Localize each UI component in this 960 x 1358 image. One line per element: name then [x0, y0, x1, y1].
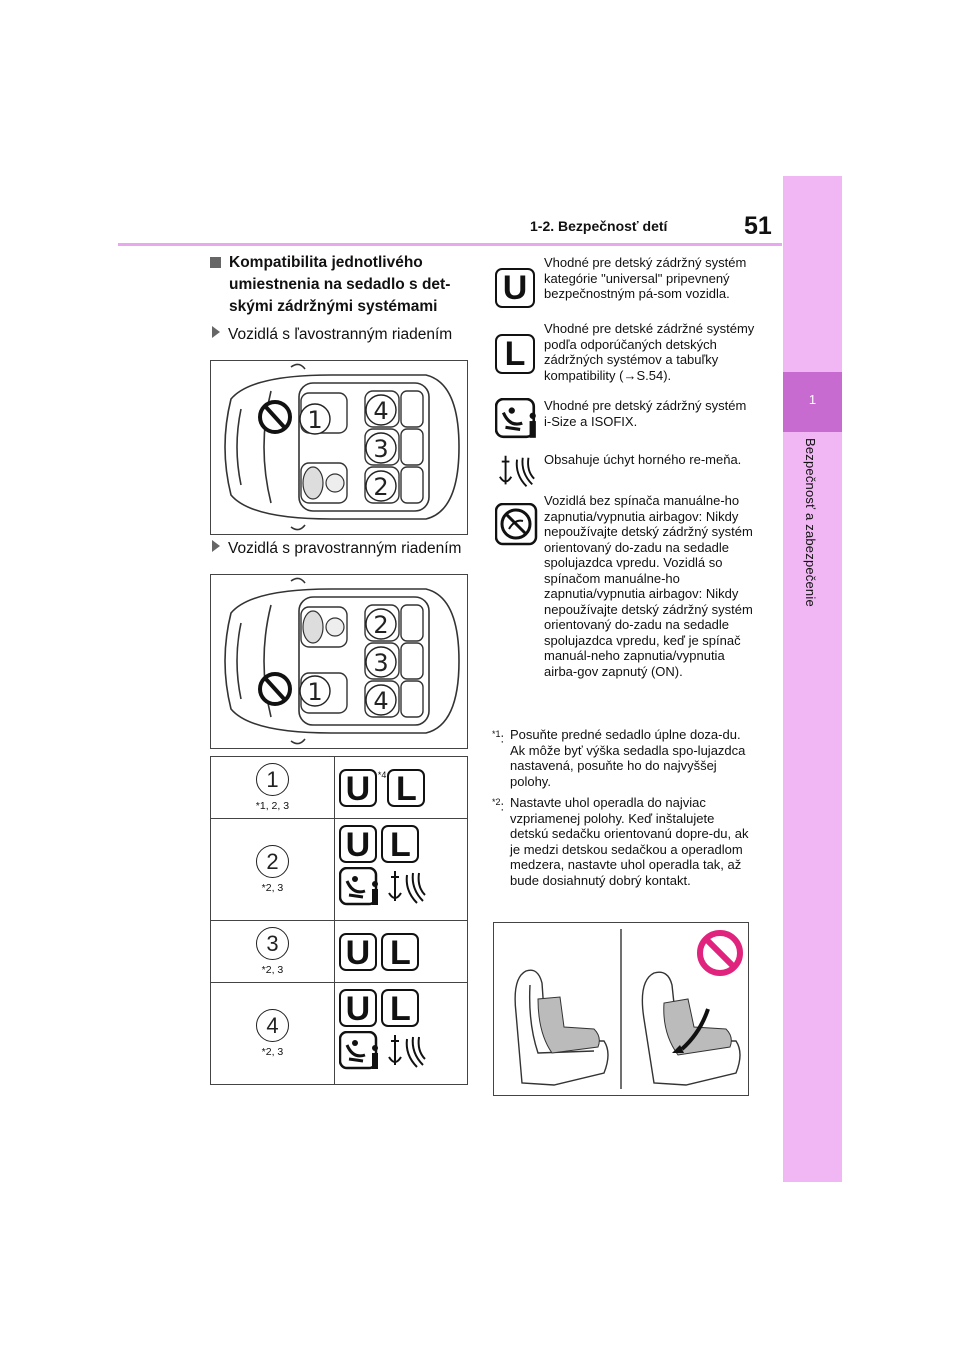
- heading-square-icon: [210, 257, 221, 268]
- seat-cell: [211, 921, 335, 983]
- right-drive-subheading: Vozidlá s pravostranným riadením: [212, 540, 461, 558]
- lhd-seat-1: 1: [307, 406, 323, 434]
- footnote-2: $^{*2}$: Nastavte uhol operadla do najviac vzpriamenej polohy. Keď inštalujete detskú sedačku orientovanú dopre-du, ak je medzi detskou sedačkou a operadlom medzera, nastavte uhol operadla tak, až bude dosiahnutý dobrý kontakt.: [492, 795, 749, 888]
- legend-universal: U Vhodné pre detský zádržný systém kategórie "universal" pripevnený bezpečnostným pá-som vozidla.: [495, 255, 755, 321]
- symbol-cell: [334, 819, 467, 921]
- backrest-angle-svg: [494, 923, 748, 1095]
- lhd-seat-4: 4: [373, 397, 389, 425]
- universal-u-icon: U: [339, 933, 377, 971]
- isize-isofix-icon: [339, 867, 381, 909]
- isize-isofix-icon: [495, 398, 539, 442]
- table-row: [211, 983, 468, 1085]
- seat-cell: [211, 983, 335, 1085]
- table-row: [211, 757, 468, 819]
- recommended-l-icon: L: [381, 933, 419, 971]
- seat-number-circle: 4: [256, 1009, 289, 1042]
- section-title: 1-2. Bezpečnosť detí: [530, 218, 668, 234]
- triangle-bullet-icon: [212, 326, 220, 338]
- rhd-seat-2: 2: [373, 611, 389, 639]
- seat-number-circle: 2: [256, 845, 289, 878]
- footnote-4-mark: *4: [377, 769, 387, 780]
- lhd-car-diagram: [210, 360, 468, 535]
- symbol-cell: [334, 757, 467, 819]
- symbol-cell: [334, 921, 467, 983]
- section-heading: Kompatibilita jednotlivého umiestnenia na sedadlo s det-skými zádržnými systémami: [212, 252, 482, 318]
- seat-note: *2, 3: [261, 964, 284, 976]
- lhd-seat-2: 2: [373, 473, 389, 501]
- table-row: [211, 921, 468, 983]
- universal-u-icon: U: [339, 989, 377, 1027]
- seat-cell: [211, 819, 335, 921]
- recommended-l-icon: L: [495, 334, 535, 374]
- universal-u-icon: U: [339, 825, 377, 863]
- isize-isofix-icon: [339, 1031, 381, 1073]
- page-number: 51: [744, 212, 772, 240]
- header-rule: [118, 243, 782, 246]
- compatibility-table: [210, 756, 468, 1085]
- rhd-seat-3: 3: [373, 649, 389, 677]
- recommended-l-icon: L: [381, 825, 419, 863]
- seat-number-circle: 1: [256, 763, 289, 796]
- seat-number-circle: 3: [256, 927, 289, 960]
- universal-u-icon: U: [495, 268, 535, 308]
- triangle-bullet-icon: [212, 540, 220, 552]
- legend-tether: Obsahuje úchyt horného re-meňa.: [495, 452, 755, 492]
- backrest-angle-figure: [493, 922, 749, 1096]
- seat-cell: [211, 757, 335, 819]
- legend-isize: Vhodné pre detský zádržný systém i-Size a ISOFIX.: [495, 398, 755, 442]
- legend-recommended: L Vhodné pre detské zádržné systémy podľa odporúčaných detských zádržných systémov a tabuľky kompatibility (→S.54).: [495, 321, 755, 387]
- symbol-cell: [334, 983, 467, 1085]
- no-rear-facing-seat-icon: [495, 503, 539, 547]
- universal-u-icon: U: [339, 769, 377, 807]
- rhd-seat-4: 4: [373, 687, 389, 715]
- rhd-seat-1: 1: [307, 678, 323, 706]
- recommended-l-icon: L: [387, 769, 425, 807]
- chapter-number: 1: [808, 392, 817, 407]
- recommended-l-icon: L: [381, 989, 419, 1027]
- footnote-1: $^{*1}$: Posuňte predné sedadlo úplne doza-du. Ak môže byť výška sedadla spo-lujazdca nastavená, posuňte ho do najvyššej polohy.: [492, 727, 746, 789]
- top-tether-anchor-icon: [385, 1031, 429, 1073]
- chapter-label: Bezpečnosť a zabezpečenie: [803, 438, 818, 607]
- left-drive-subheading: Vozidlá s ľavostranným riadením: [212, 326, 452, 344]
- seat-note: *2, 3: [261, 1046, 284, 1058]
- rhd-car-svg: [211, 575, 467, 748]
- rhd-car-diagram: [210, 574, 468, 749]
- lhd-seat-3: 3: [373, 435, 389, 463]
- table-row: [211, 819, 468, 921]
- top-tether-anchor-icon: [385, 867, 429, 909]
- legend-airbag-warning: Vozidlá bez spínača manuálne-ho zapnutia/vypnutia airbagov: Nikdy nepoužívajte detský zádržný systém orientovaný do-zadu na sedadle spolujazdca vpredu. Vozidlá so spínačom manuálne-ho zapnutia/vypnutia airbagov: Nikdy nepoužívajte detský zádržný systém orientovaný do-zadu na sedadle spolujazdca vpredu, keď je spínač manuál-neho zapnutia/vypnutia airba-gov zapnutý (ON).: [495, 493, 755, 723]
- seat-note: *1, 2, 3: [255, 800, 290, 812]
- lhd-car-svg: [211, 361, 467, 534]
- seat-note: *2, 3: [261, 882, 284, 894]
- top-tether-anchor-icon: [495, 452, 539, 492]
- chapter-side-tab: [783, 176, 842, 1182]
